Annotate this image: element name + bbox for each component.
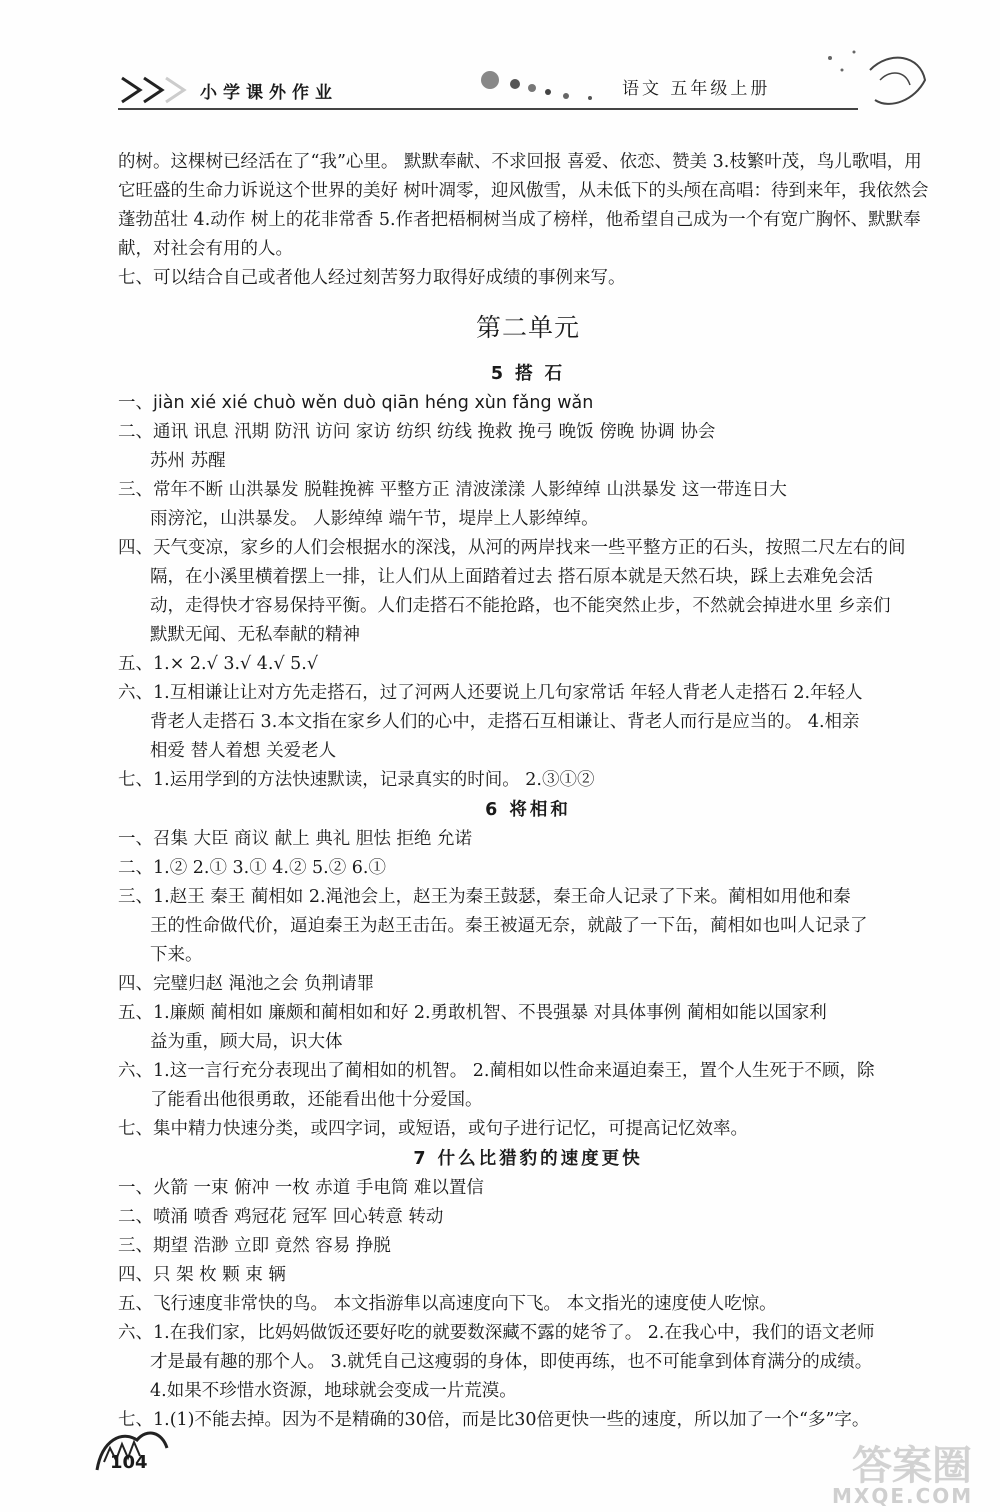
answer-line: 益为重，顾大局，识大体 <box>150 1032 343 1052</box>
answer-content <box>118 148 938 1435</box>
lesson-title: 6 将相和 <box>485 800 571 820</box>
answer-line: 苏州 苏醒 <box>150 451 226 471</box>
answer-line: 四、只 架 枚 颗 束 辆 <box>118 1265 286 1285</box>
answer-line: 七、1.(1)不能去掉。因为不是精确的30倍，而是比30倍更快一些的速度，所以加了一个“多”字。 <box>118 1410 870 1430</box>
answer-line: 动，走得快才容易保持平衡。人们走搭石不能抢路，也不能突然止步，不然就会掉进水里 乡亲们 <box>150 596 891 616</box>
answer-line: 相爱 替人着想 关爱老人 <box>150 741 337 761</box>
answer-line: 王的性命做代价，逼迫秦王为赵王击缶。秦王被逼无奈，就敲了一下缶，蔺相如也叫人记录了 <box>150 916 868 936</box>
answer-line: 七、集中精力快速分类，或四字词，或短语，或句子进行记忆，可提高记忆效率。 <box>118 1119 748 1139</box>
lesson-title: 7 什么比猎豹的速度更快 <box>413 1149 643 1169</box>
answer-line: 隔，在小溪里横着摆上一排，让人们从上面踏着过去 搭石原本就是天然石块，踩上去难免会活 <box>150 567 874 587</box>
answer-line: 才是最有趣的那个人。 3.就凭自己这瘦弱的身体，即使再练，也不可能拿到体育满分的成绩。 <box>150 1352 873 1372</box>
answer-line: 了能看出他很勇敢，还能看出他十分爱国。 <box>150 1090 483 1110</box>
answer-line: 六、1.互相谦让让对方先走搭石，过了河两人还要说上几句家常话 年轻人背老人走搭石 2.年轻人 <box>118 683 863 703</box>
answer-line: 五、1.× 2.√ 3.√ 4.√ 5.√ <box>118 654 319 674</box>
paragraph: 七、可以结合自己或者他人经过刻苦努力取得好成绩的事例来写。 <box>118 268 626 288</box>
answer-line: 雨滂沱，山洪暴发。 人影绰绰 端午节，堤岸上人影绰绰。 <box>150 509 599 529</box>
answer-line: 七、1.运用学到的方法快速默读，记录真实的时间。 2.③①② <box>118 770 595 790</box>
answer-line: 默默无闻、无私奉献的精神 <box>150 625 360 645</box>
answer-line: 五、飞行速度非常快的鸟。 本文指游隼以高速度向下飞。 本文指光的速度使人吃惊。 <box>118 1294 777 1314</box>
answer-line: 一、jiàn xié xié chuò wěn duò qiān héng xùn fǎng wǎn <box>118 393 594 413</box>
answer-line: 二、通讯 讯息 汛期 防汛 访问 家访 纺织 纺线 挽救 挽弓 晚饭 傍晚 协调 协会 <box>118 422 716 442</box>
answer-line: 一、火箭 一束 俯冲 一枚 赤道 手电筒 难以置信 <box>118 1178 484 1198</box>
answer-line: 六、1.这一言行充分表现出了蔺相如的机智。 2.蔺相如以性命来逼迫秦王，置个人生死于不顾，除 <box>118 1061 875 1081</box>
answer-line: 三、期望 浩渺 立即 竟然 容易 挣脱 <box>118 1236 391 1256</box>
double-chevron-icon <box>118 70 198 110</box>
answer-line: 4.如果不珍惜水资源，地球就会变成一片荒漠。 <box>150 1381 517 1401</box>
unit-title: 第二单元 <box>475 313 580 342</box>
subject-title: 语文 五年级上册 <box>622 79 771 99</box>
watermark-logo: 答案圈 <box>852 1443 972 1489</box>
page-number: 104 <box>110 1452 148 1473</box>
answer-line: 四、完璧归赵 渑池之会 负荆请罪 <box>118 974 375 994</box>
paragraph: 的树。这棵树已经活在了“我”心里。 默默奉献、不求回报 喜爱、依恋、赞美 3.枝繁叶茂，鸟儿歌唱，用它旺盛的生命力诉说这个世界的美好 树叶凋零，迎风傲雪，从未低下的头颅在高唱：待到来年，我依然会蓬勃茁壮 4.动作 树上的花非常香 5.作者把梧桐树当成了榜样，他希望自己成为一个有宽广胸怀、默默奉献，对社会有用的人。 <box>118 152 929 259</box>
series-title: 小学课外作业 <box>200 83 338 103</box>
answer-line: 一、召集 大臣 商议 献上 典礼 胆怯 拒绝 允诺 <box>118 829 472 849</box>
watermark-url: MXQE.COM <box>832 1484 974 1508</box>
answer-line: 五、1.廉颇 蔺相如 廉颇和蔺相如和好 2.勇敢机智、不畏强暴 对具体事例 蔺相如能以国家利 <box>118 1003 827 1023</box>
answer-line: 背老人走搭石 3.本文指在家乡人们的心中，走搭石互相谦让、背老人而行是应当的。 4.相亲 <box>150 712 860 732</box>
answer-line: 二、喷涌 喷香 鸡冠花 冠军 回心转意 转动 <box>118 1207 444 1227</box>
answer-line: 三、常年不断 山洪暴发 脱鞋挽裤 平整方正 清波漾漾 人影绰绰 山洪暴发 这一带连日大 <box>118 480 787 500</box>
page-header <box>0 0 1000 130</box>
answer-line: 四、天气变凉，家乡的人们会根据水的深浅，从河的两岸找来一些平整方正的石头，按照二尺左右的间 <box>118 538 906 558</box>
answer-line: 下来。 <box>150 945 203 965</box>
answer-line: 三、1.赵王 秦王 蔺相如 2.渑池会上，赵王为秦王鼓瑟，秦王命人记录了下来。蔺相如用他和秦 <box>118 887 851 907</box>
answer-line: 二、1.② 2.① 3.① 4.② 5.② 6.① <box>118 858 386 878</box>
answer-line: 六、1.在我们家，比妈妈做饭还要好吃的就要数深藏不露的姥爷了。 2.在我心中，我们的语文老师 <box>118 1323 875 1343</box>
lesson-title: 5 搭 石 <box>490 364 566 384</box>
